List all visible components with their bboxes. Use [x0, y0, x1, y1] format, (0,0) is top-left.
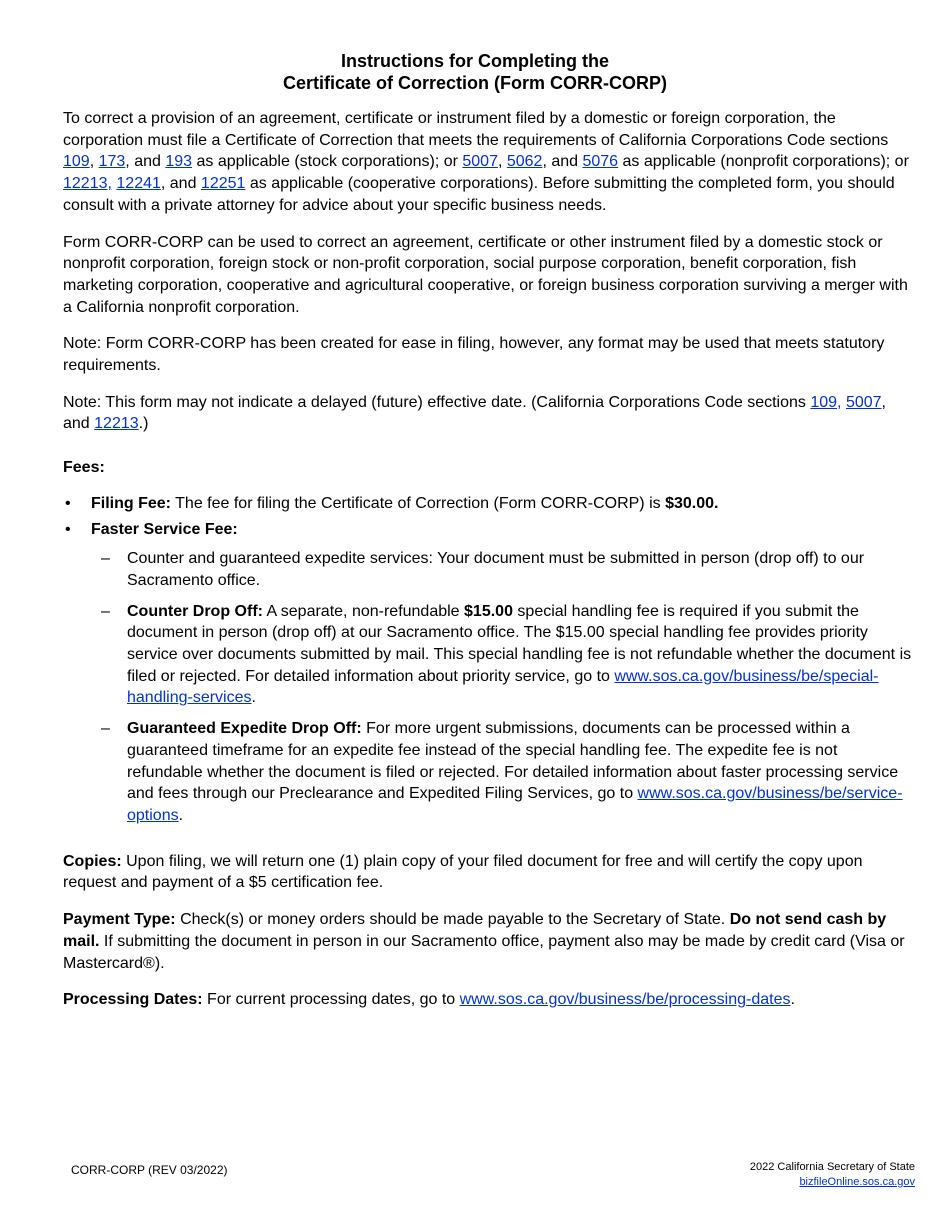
processing-paragraph [63, 989, 913, 1011]
payment-paragraph [63, 909, 913, 974]
separator: , [89, 153, 99, 171]
note-text: Note: This form may not indicate a delayed (future) effective date. (California Corporations Code sections [63, 393, 811, 411]
note-format: Note: Form CORR-CORP has been created for ease in filing, however, any format may be used that meets statutory requirements. [63, 335, 885, 375]
special-handling-link[interactable]: www.sos.ca.gov/business/be/special-handling-services [127, 667, 879, 707]
link-section-193[interactable]: 193 [165, 153, 193, 171]
filing-fee-text: The fee for filing the Certificate of Correction (Form CORR-CORP) is [171, 494, 666, 512]
faster-service-label: Faster Service Fee: [91, 520, 238, 538]
title-line-1: Instructions for Completing the [341, 51, 609, 71]
separator: , and [542, 153, 583, 171]
dash-icon: – [101, 550, 110, 568]
instructions-body [63, 108, 913, 1026]
payment-text-2: If submitting the document in person in our Sacramento office, payment also may be made by credit card (Visa or Mastercard®). [63, 932, 905, 972]
separator: , and [63, 393, 886, 433]
form-revision-id: CORR-CORP (REV 03/2022) [71, 1163, 228, 1177]
link-section-12213[interactable]: 12213, [63, 175, 112, 193]
link-section-5007[interactable]: 5007 [462, 153, 498, 171]
title-line-2: Certificate of Correction (Form CORR-CORP) [282, 73, 668, 93]
period: . [790, 991, 795, 1009]
note-effective-date [63, 392, 913, 435]
processing-label: Processing Dates: [63, 991, 203, 1009]
page-title [0, 50, 950, 94]
intro-text-1: To correct a provision of an agreement, certificate or instrument filed by a domestic or foreign corporation, the corporation must file a Certificate of Correction that meets the requirements of California Corporations Code sections [63, 110, 889, 149]
link-section-12213[interactable]: 12213 [94, 415, 139, 433]
counter-drop-off-text-2: special handling fee is required if you submit the document in person (drop off) at our Sacramento office. The $15.00 special handling fee provides priority service over documents submitted by mail. This special handling fee is not refundable whether the document is filed or rejected. For detailed information about priority service, go to [127, 602, 912, 685]
period: . [178, 806, 184, 824]
note-text-end: .) [138, 415, 149, 433]
footer-copyright-block [750, 1160, 915, 1190]
list-item-faster-service-fee [63, 519, 913, 541]
link-section-12251[interactable]: 12251 [200, 175, 246, 193]
scope-paragraph: Form CORR-CORP can be used to correct an agreement, certificate or other instrument filed by a domestic stock or nonprofit corporation, foreign stock or non-profit corporation, social purpose corporation, benefit corporation, fish marketing corporation, cooperative and agricultural cooperative, or foreign business corporation surviving a merger with a California nonprofit corporation. [63, 233, 908, 316]
separator: , [497, 153, 507, 171]
processing-text: For current processing dates, go to [202, 991, 460, 1009]
guaranteed-expedite-label: Guaranteed Expedite Drop Off: [127, 720, 362, 738]
intro-text-4: as applicable (cooperative corporations). Before submitting the completed form, you should consult with a private attorney for advice about your specific business needs. [63, 175, 895, 214]
link-section-5062[interactable]: 5062 [506, 153, 543, 171]
dash-icon: – [101, 602, 110, 620]
filing-fee-label: Filing Fee: [91, 494, 171, 512]
counter-drop-off-text: A separate, non-refundable [262, 602, 465, 620]
intro-paragraph [63, 108, 913, 217]
sublist-item-counter-drop-off [101, 601, 913, 710]
separator: , and [160, 175, 201, 193]
intro-text-3: as applicable (nonprofit corporations); or [618, 153, 909, 171]
copies-text: Upon filing, we will return one (1) plain copy of your filed document for free and will certify the copy upon request and payment of a $5 certification fee. [63, 852, 863, 892]
payment-label: Payment Type: [63, 911, 176, 929]
payment-text-1: Check(s) or money orders should be made payable to the Secretary of State. [175, 911, 730, 929]
sublist-item-drop-off-requirement [101, 548, 913, 591]
fees-heading: Fees: [63, 459, 105, 477]
counter-drop-off-label: Counter Drop Off: [127, 602, 263, 620]
copies-paragraph [63, 851, 913, 894]
intro-text-2: as applicable (stock corporations); or [192, 153, 463, 171]
link-section-109[interactable]: 109, [810, 393, 842, 411]
link-section-12241[interactable]: 12241 [116, 175, 161, 193]
link-section-5076[interactable]: 5076 [582, 153, 619, 171]
special-handling-amount: $15.00 [464, 602, 513, 620]
list-item-filing-fee [63, 493, 913, 515]
separator: , and [125, 153, 166, 171]
link-section-173[interactable]: 173 [98, 153, 126, 171]
faster-service-sublist [63, 548, 913, 826]
guaranteed-expedite-text: For more urgent submissions, documents can be processed within a guaranteed timeframe for an expedite fee instead of the special handling fee. The expedite fee is not refundable whether the document is filed or rejected. For detailed information about faster processing service and fees through our Preclearance and Expedited Filing Services, go to [127, 720, 899, 803]
dash-icon: – [101, 720, 110, 738]
processing-dates-link[interactable]: www.sos.ca.gov/business/be/processing-dates [459, 991, 791, 1009]
copyright-text: 2022 California Secretary of State [749, 1161, 915, 1173]
filing-fee-amount: $30.00. [665, 494, 719, 512]
bullet-icon: • [65, 520, 71, 538]
no-cash-warning: Do not send cash by mail. [63, 911, 887, 950]
bizfile-link[interactable]: bizfileOnline.sos.ca.gov [799, 1176, 915, 1188]
link-section-109[interactable]: 109 [63, 153, 90, 171]
copies-label: Copies: [63, 852, 122, 870]
drop-off-requirement-text: Counter and guaranteed expedite services: Your document must be submitted in person (drop off) to our Sacramento office. [127, 550, 865, 589]
link-section-5007[interactable]: 5007 [845, 393, 882, 411]
sublist-item-guaranteed-expedite [101, 718, 913, 827]
bullet-icon: • [65, 494, 71, 512]
service-options-link[interactable]: www.sos.ca.gov/business/be/service-options [127, 785, 903, 824]
period: . [251, 689, 256, 707]
